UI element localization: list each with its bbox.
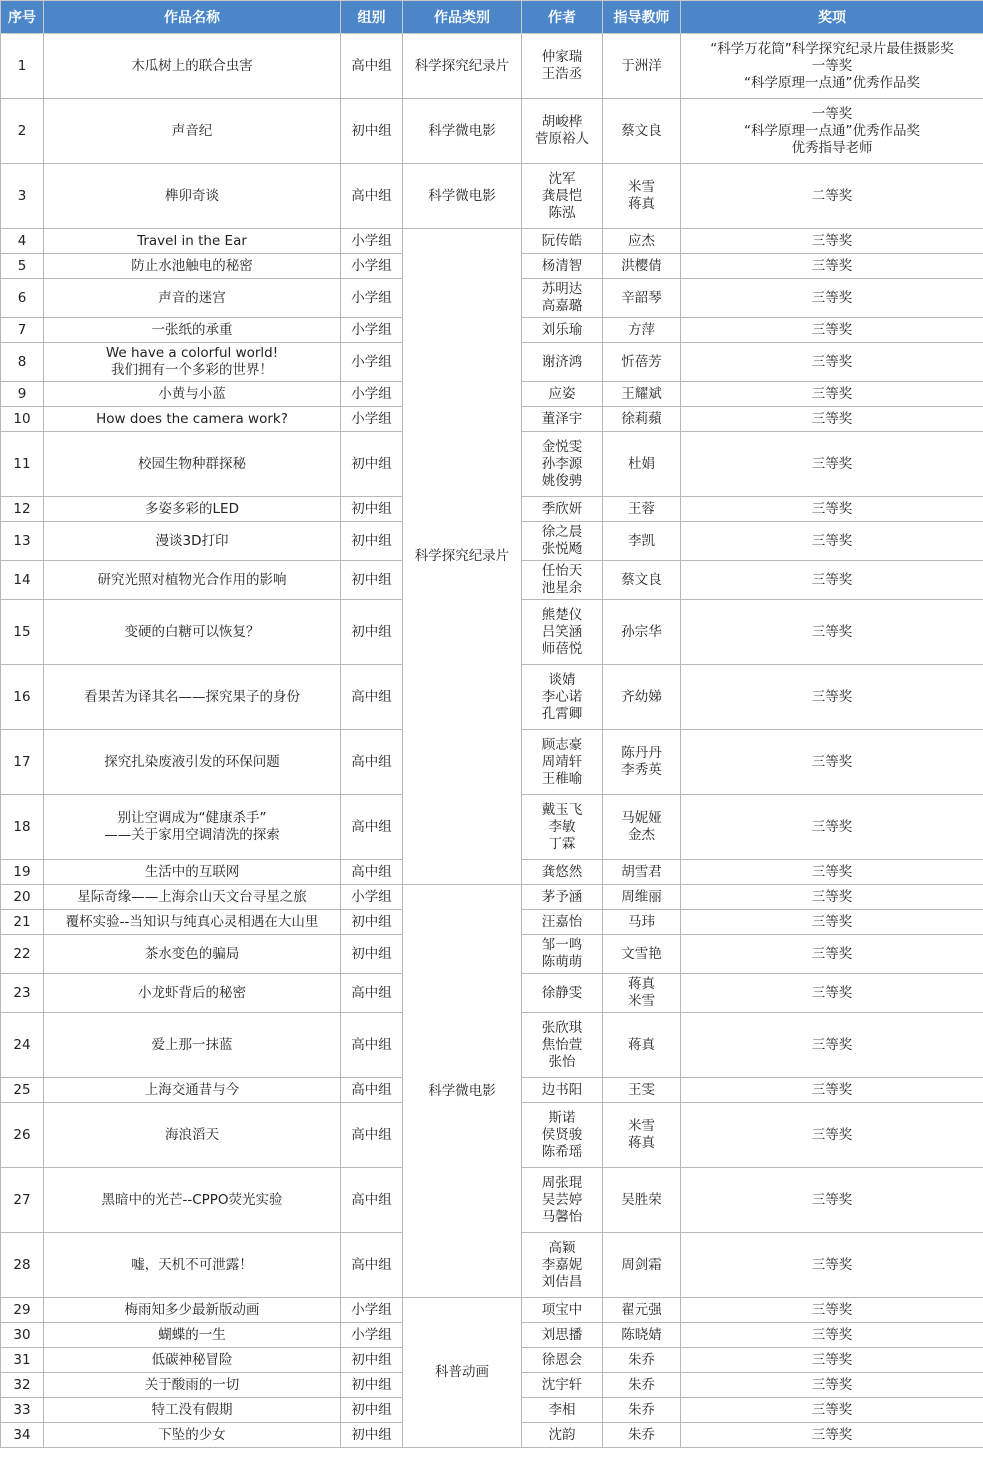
authors-cell: 阮传皓 bbox=[522, 229, 603, 254]
serial-cell: 23 bbox=[1, 974, 44, 1013]
serial-cell: 31 bbox=[1, 1348, 44, 1373]
authors-cell: 徐之晨 张悦飏 bbox=[522, 522, 603, 561]
teacher-cell: 蒋真 bbox=[603, 1013, 681, 1078]
group-cell: 高中组 bbox=[341, 164, 403, 229]
serial-cell: 15 bbox=[1, 600, 44, 665]
award-cell: 二等奖 bbox=[681, 164, 983, 229]
authors-cell: 边书阳 bbox=[522, 1078, 603, 1103]
teacher-cell: 杜娟 bbox=[603, 432, 681, 497]
serial-cell: 27 bbox=[1, 1168, 44, 1233]
award-cell: 三等奖 bbox=[681, 1103, 983, 1168]
serial-cell: 4 bbox=[1, 229, 44, 254]
title-cell: 蝴蝶的一生 bbox=[44, 1323, 341, 1348]
award-cell: 三等奖 bbox=[681, 665, 983, 730]
group-cell: 高中组 bbox=[341, 1103, 403, 1168]
group-cell: 初中组 bbox=[341, 1373, 403, 1398]
teacher-cell: 洪樱倩 bbox=[603, 254, 681, 279]
authors-cell: 周张琨 吴芸婷 马馨怡 bbox=[522, 1168, 603, 1233]
authors-cell: 任怡天 池星余 bbox=[522, 561, 603, 600]
teacher-cell: 辛韶琴 bbox=[603, 279, 681, 318]
group-cell: 初中组 bbox=[341, 1348, 403, 1373]
title-cell: 小龙虾背后的秘密 bbox=[44, 974, 341, 1013]
teacher-cell: 李凯 bbox=[603, 522, 681, 561]
authors-cell: 仲家瑞 王浩丞 bbox=[522, 34, 603, 99]
serial-cell: 19 bbox=[1, 860, 44, 885]
header-serial: 序号 bbox=[1, 1, 44, 34]
teacher-cell: 朱乔 bbox=[603, 1348, 681, 1373]
serial-cell: 26 bbox=[1, 1103, 44, 1168]
title-cell: We have a colorful world! 我们拥有一个多彩的世界！ bbox=[44, 343, 341, 382]
group-cell: 小学组 bbox=[341, 254, 403, 279]
header-group: 组别 bbox=[341, 1, 403, 34]
serial-cell: 22 bbox=[1, 935, 44, 974]
award-cell: 三等奖 bbox=[681, 407, 983, 432]
award-cell: 三等奖 bbox=[681, 1298, 983, 1323]
serial-cell: 24 bbox=[1, 1013, 44, 1078]
serial-cell: 13 bbox=[1, 522, 44, 561]
table-row bbox=[1, 229, 983, 254]
award-cell: 三等奖 bbox=[681, 1423, 983, 1448]
group-cell: 小学组 bbox=[341, 1298, 403, 1323]
award-cell: 三等奖 bbox=[681, 497, 983, 522]
group-cell: 高中组 bbox=[341, 730, 403, 795]
serial-cell: 16 bbox=[1, 665, 44, 730]
award-cell: 三等奖 bbox=[681, 885, 983, 910]
authors-cell: 胡峻桦 菅原裕人 bbox=[522, 99, 603, 164]
award-cell: 三等奖 bbox=[681, 561, 983, 600]
table-row bbox=[1, 1298, 983, 1323]
serial-cell: 21 bbox=[1, 910, 44, 935]
title-cell: 梅雨知多少最新版动画 bbox=[44, 1298, 341, 1323]
group-cell: 高中组 bbox=[341, 1233, 403, 1298]
group-cell: 高中组 bbox=[341, 1013, 403, 1078]
award-cell: “科学万花筒”科学探究纪录片最佳摄影奖 一等奖 “科学原理一点通”优秀作品奖 bbox=[681, 34, 983, 99]
authors-cell: 刘思播 bbox=[522, 1323, 603, 1348]
teacher-cell: 翟元强 bbox=[603, 1298, 681, 1323]
table-row bbox=[1, 99, 983, 164]
table-row bbox=[1, 885, 983, 910]
authors-cell: 金悦雯 孙李源 姚俊骋 bbox=[522, 432, 603, 497]
header-title: 作品名称 bbox=[44, 1, 341, 34]
award-cell: 三等奖 bbox=[681, 1398, 983, 1423]
authors-cell: 沈韵 bbox=[522, 1423, 603, 1448]
group-cell: 小学组 bbox=[341, 1323, 403, 1348]
authors-cell: 邹一鸣 陈萌萌 bbox=[522, 935, 603, 974]
award-cell: 三等奖 bbox=[681, 600, 983, 665]
title-cell: How does the camera work? bbox=[44, 407, 341, 432]
title-cell: 防止水池触电的秘密 bbox=[44, 254, 341, 279]
teacher-cell: 陈丹丹 李秀英 bbox=[603, 730, 681, 795]
header-row bbox=[1, 1, 983, 34]
group-cell: 初中组 bbox=[341, 432, 403, 497]
title-cell: 爱上那一抹蓝 bbox=[44, 1013, 341, 1078]
award-cell: 三等奖 bbox=[681, 1323, 983, 1348]
teacher-cell: 周维丽 bbox=[603, 885, 681, 910]
serial-cell: 28 bbox=[1, 1233, 44, 1298]
award-cell: 三等奖 bbox=[681, 1078, 983, 1103]
group-cell: 小学组 bbox=[341, 343, 403, 382]
award-cell: 三等奖 bbox=[681, 910, 983, 935]
group-cell: 初中组 bbox=[341, 561, 403, 600]
teacher-cell: 米雪 蒋真 bbox=[603, 164, 681, 229]
serial-cell: 17 bbox=[1, 730, 44, 795]
award-cell: 三等奖 bbox=[681, 1168, 983, 1233]
authors-cell: 董泽宇 bbox=[522, 407, 603, 432]
teacher-cell: 朱乔 bbox=[603, 1423, 681, 1448]
header-teacher: 指导教师 bbox=[603, 1, 681, 34]
teacher-cell: 米雪 蒋真 bbox=[603, 1103, 681, 1168]
teacher-cell: 周剑霜 bbox=[603, 1233, 681, 1298]
title-cell: 嘘，天机不可泄露！ bbox=[44, 1233, 341, 1298]
group-cell: 小学组 bbox=[341, 407, 403, 432]
serial-cell: 8 bbox=[1, 343, 44, 382]
category-cell: 科学微电影 bbox=[403, 164, 522, 229]
header-authors: 作者 bbox=[522, 1, 603, 34]
group-cell: 小学组 bbox=[341, 318, 403, 343]
group-cell: 小学组 bbox=[341, 885, 403, 910]
award-cell: 三等奖 bbox=[681, 1348, 983, 1373]
authors-cell: 苏明达 高嘉璐 bbox=[522, 279, 603, 318]
category-cell: 科普动画 bbox=[403, 1298, 522, 1448]
group-cell: 初中组 bbox=[341, 935, 403, 974]
award-cell: 三等奖 bbox=[681, 279, 983, 318]
title-cell: 多姿多彩的LED bbox=[44, 497, 341, 522]
authors-cell: 沈军 龚晨恺 陈泓 bbox=[522, 164, 603, 229]
authors-cell: 项宝中 bbox=[522, 1298, 603, 1323]
award-cell: 一等奖 “科学原理一点通”优秀作品奖 优秀指导老师 bbox=[681, 99, 983, 164]
title-cell: 低碳神秘冒险 bbox=[44, 1348, 341, 1373]
authors-cell: 斯诺 侯贤骏 陈希瑶 bbox=[522, 1103, 603, 1168]
serial-cell: 30 bbox=[1, 1323, 44, 1348]
award-cell: 三等奖 bbox=[681, 318, 983, 343]
teacher-cell: 胡雪君 bbox=[603, 860, 681, 885]
group-cell: 初中组 bbox=[341, 600, 403, 665]
teacher-cell: 王耀斌 bbox=[603, 382, 681, 407]
authors-cell: 季欣妍 bbox=[522, 497, 603, 522]
authors-cell: 戴玉飞 李敏 丁霖 bbox=[522, 795, 603, 860]
teacher-cell: 文雪艳 bbox=[603, 935, 681, 974]
award-cell: 三等奖 bbox=[681, 343, 983, 382]
title-cell: 星际奇缘——上海佘山天文台寻星之旅 bbox=[44, 885, 341, 910]
teacher-cell: 王雯 bbox=[603, 1078, 681, 1103]
award-cell: 三等奖 bbox=[681, 229, 983, 254]
group-cell: 小学组 bbox=[341, 279, 403, 318]
award-cell: 三等奖 bbox=[681, 522, 983, 561]
serial-cell: 25 bbox=[1, 1078, 44, 1103]
authors-cell: 沈宇轩 bbox=[522, 1373, 603, 1398]
group-cell: 高中组 bbox=[341, 665, 403, 730]
award-cell: 三等奖 bbox=[681, 1013, 983, 1078]
serial-cell: 3 bbox=[1, 164, 44, 229]
teacher-cell: 孙宗华 bbox=[603, 600, 681, 665]
authors-cell: 顾志豪 周靖轩 王稚喻 bbox=[522, 730, 603, 795]
authors-cell: 张欣琪 焦怡萱 张怡 bbox=[522, 1013, 603, 1078]
authors-cell: 应姿 bbox=[522, 382, 603, 407]
group-cell: 高中组 bbox=[341, 34, 403, 99]
teacher-cell: 蔡文良 bbox=[603, 99, 681, 164]
group-cell: 初中组 bbox=[341, 910, 403, 935]
title-cell: 研究光照对植物光合作用的影响 bbox=[44, 561, 341, 600]
group-cell: 小学组 bbox=[341, 382, 403, 407]
group-cell: 高中组 bbox=[341, 1078, 403, 1103]
authors-cell: 刘乐瑜 bbox=[522, 318, 603, 343]
teacher-cell: 陈晓婧 bbox=[603, 1323, 681, 1348]
group-cell: 初中组 bbox=[341, 1423, 403, 1448]
award-cell: 三等奖 bbox=[681, 1233, 983, 1298]
authors-cell: 龚悠然 bbox=[522, 860, 603, 885]
serial-cell: 34 bbox=[1, 1423, 44, 1448]
title-cell: 看果苦为译其名——探究果子的身份 bbox=[44, 665, 341, 730]
serial-cell: 5 bbox=[1, 254, 44, 279]
teacher-cell: 马妮娅 金杰 bbox=[603, 795, 681, 860]
teacher-cell: 朱乔 bbox=[603, 1373, 681, 1398]
serial-cell: 6 bbox=[1, 279, 44, 318]
serial-cell: 20 bbox=[1, 885, 44, 910]
title-cell: 校园生物种群探秘 bbox=[44, 432, 341, 497]
header-category: 作品类别 bbox=[403, 1, 522, 34]
authors-cell: 谢济鸿 bbox=[522, 343, 603, 382]
category-cell: 科学探究纪录片 bbox=[403, 34, 522, 99]
title-cell: 声音的迷宫 bbox=[44, 279, 341, 318]
title-cell: 特工没有假期 bbox=[44, 1398, 341, 1423]
serial-cell: 14 bbox=[1, 561, 44, 600]
award-cell: 三等奖 bbox=[681, 860, 983, 885]
serial-cell: 10 bbox=[1, 407, 44, 432]
title-cell: 上海交通昔与今 bbox=[44, 1078, 341, 1103]
title-cell: 别让空调成为“健康杀手” ——关于家用空调清洗的探索 bbox=[44, 795, 341, 860]
award-cell: 三等奖 bbox=[681, 254, 983, 279]
authors-cell: 杨清智 bbox=[522, 254, 603, 279]
serial-cell: 2 bbox=[1, 99, 44, 164]
group-cell: 小学组 bbox=[341, 229, 403, 254]
authors-cell: 高颖 李嘉妮 刘佶昌 bbox=[522, 1233, 603, 1298]
authors-cell: 茅予涵 bbox=[522, 885, 603, 910]
authors-cell: 徐恩会 bbox=[522, 1348, 603, 1373]
teacher-cell: 于洲洋 bbox=[603, 34, 681, 99]
award-cell: 三等奖 bbox=[681, 730, 983, 795]
award-cell: 三等奖 bbox=[681, 795, 983, 860]
authors-cell: 汪嘉怡 bbox=[522, 910, 603, 935]
teacher-cell: 忻蓓芳 bbox=[603, 343, 681, 382]
group-cell: 初中组 bbox=[341, 1398, 403, 1423]
teacher-cell: 马玮 bbox=[603, 910, 681, 935]
table-body bbox=[1, 34, 983, 1448]
authors-cell: 李相 bbox=[522, 1398, 603, 1423]
header-award: 奖项 bbox=[681, 1, 983, 34]
group-cell: 高中组 bbox=[341, 1168, 403, 1233]
category-cell: 科学探究纪录片 bbox=[403, 229, 522, 885]
title-cell: 关于酸雨的一切 bbox=[44, 1373, 341, 1398]
title-cell: 声音纪 bbox=[44, 99, 341, 164]
authors-cell: 熊楚仪 吕笑涵 师蓓悦 bbox=[522, 600, 603, 665]
group-cell: 初中组 bbox=[341, 497, 403, 522]
authors-cell: 谈婧 李心诺 孔霄卿 bbox=[522, 665, 603, 730]
serial-cell: 33 bbox=[1, 1398, 44, 1423]
teacher-cell: 蔡文良 bbox=[603, 561, 681, 600]
teacher-cell: 齐幼娣 bbox=[603, 665, 681, 730]
title-cell: 漫谈3D打印 bbox=[44, 522, 341, 561]
title-cell: 榫卯奇谈 bbox=[44, 164, 341, 229]
title-cell: 茶水变色的骗局 bbox=[44, 935, 341, 974]
title-cell: Travel in the Ear bbox=[44, 229, 341, 254]
serial-cell: 1 bbox=[1, 34, 44, 99]
category-cell: 科学微电影 bbox=[403, 99, 522, 164]
group-cell: 初中组 bbox=[341, 99, 403, 164]
title-cell: 木瓜树上的联合虫害 bbox=[44, 34, 341, 99]
group-cell: 高中组 bbox=[341, 974, 403, 1013]
authors-cell: 徐静雯 bbox=[522, 974, 603, 1013]
group-cell: 初中组 bbox=[341, 522, 403, 561]
serial-cell: 11 bbox=[1, 432, 44, 497]
title-cell: 黑暗中的光芒--CPPO荧光实验 bbox=[44, 1168, 341, 1233]
award-cell: 三等奖 bbox=[681, 1373, 983, 1398]
teacher-cell: 应杰 bbox=[603, 229, 681, 254]
table-row bbox=[1, 34, 983, 99]
group-cell: 高中组 bbox=[341, 860, 403, 885]
teacher-cell: 徐莉蘋 bbox=[603, 407, 681, 432]
table-row bbox=[1, 164, 983, 229]
award-cell: 三等奖 bbox=[681, 935, 983, 974]
group-cell: 高中组 bbox=[341, 795, 403, 860]
serial-cell: 12 bbox=[1, 497, 44, 522]
title-cell: 探究扎染废液引发的环保问题 bbox=[44, 730, 341, 795]
category-cell: 科学微电影 bbox=[403, 885, 522, 1298]
teacher-cell: 方萍 bbox=[603, 318, 681, 343]
teacher-cell: 朱乔 bbox=[603, 1398, 681, 1423]
title-cell: 一张纸的承重 bbox=[44, 318, 341, 343]
award-cell: 三等奖 bbox=[681, 974, 983, 1013]
title-cell: 生活中的互联网 bbox=[44, 860, 341, 885]
title-cell: 下坠的少女 bbox=[44, 1423, 341, 1448]
title-cell: 海浪滔天 bbox=[44, 1103, 341, 1168]
title-cell: 覆杯实验--当知识与纯真心灵相遇在大山里 bbox=[44, 910, 341, 935]
serial-cell: 9 bbox=[1, 382, 44, 407]
title-cell: 小黄与小蓝 bbox=[44, 382, 341, 407]
serial-cell: 18 bbox=[1, 795, 44, 860]
award-cell: 三等奖 bbox=[681, 382, 983, 407]
serial-cell: 7 bbox=[1, 318, 44, 343]
teacher-cell: 王蓉 bbox=[603, 497, 681, 522]
award-cell: 三等奖 bbox=[681, 432, 983, 497]
teacher-cell: 蒋真 米雪 bbox=[603, 974, 681, 1013]
serial-cell: 32 bbox=[1, 1373, 44, 1398]
teacher-cell: 吴胜荣 bbox=[603, 1168, 681, 1233]
serial-cell: 29 bbox=[1, 1298, 44, 1323]
title-cell: 变硬的白糖可以恢复？ bbox=[44, 600, 341, 665]
